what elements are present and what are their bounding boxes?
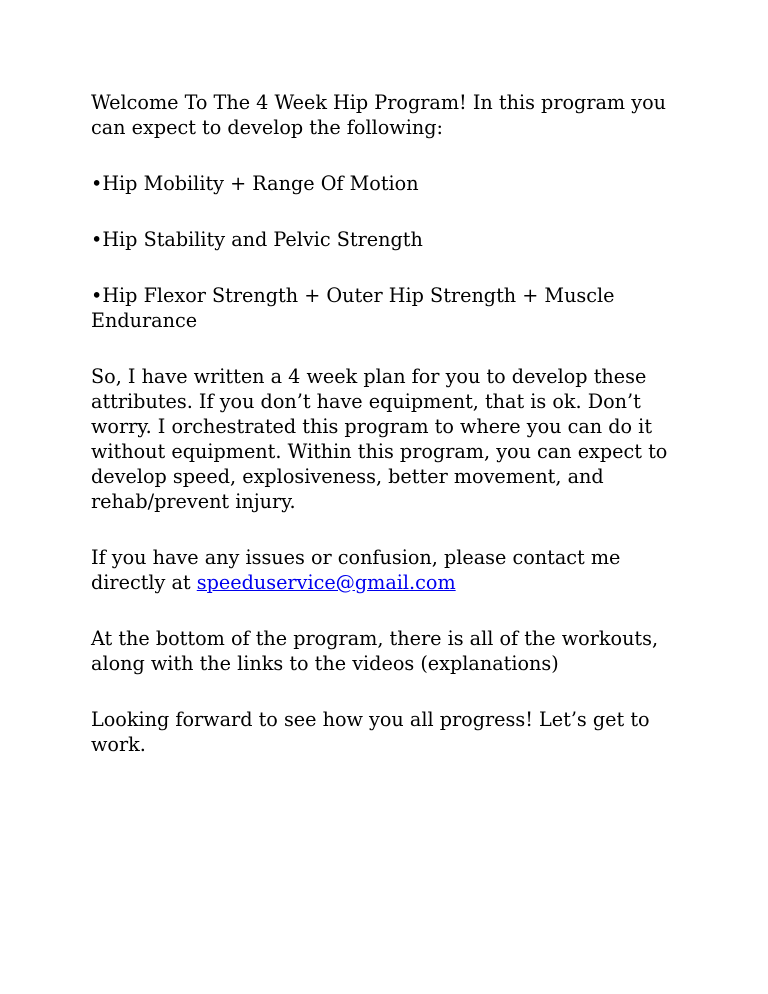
closing-paragraph: Looking forward to see how you all progress! Let’s get to work.: [91, 708, 656, 756]
workouts-paragraph: At the bottom of the program, there is all of the workouts, along with the links to the videos (explanations): [91, 627, 665, 675]
contact-text: If you have any issues or confusion, please contact me directly at: [91, 546, 627, 594]
bullet-hip-stability: •Hip Stability and Pelvic Strength: [91, 228, 423, 251]
plan-paragraph: So, I have written a 4 week plan for you to develop these attributes. If you don’t have equipment, that is ok. Don’t worry. I orchestrated this program to where you can do it without equipment. Within this program, you can expect to develop speed, explosiveness, better movement, and rehab/prevent injury.: [91, 365, 674, 513]
bullet-hip-flexor-strength: •Hip Flexor Strength + Outer Hip Strength + Muscle Endurance: [91, 284, 621, 332]
contact-paragraph: [91, 545, 691, 595]
document-page: [91, 90, 691, 757]
bullet-hip-mobility: •Hip Mobility + Range Of Motion: [91, 172, 419, 195]
intro-paragraph: Welcome To The 4 Week Hip Program! In this program you can expect to develop the following:: [91, 91, 673, 139]
contact-email-link[interactable]: speeduservice@gmail.com: [196, 571, 456, 594]
